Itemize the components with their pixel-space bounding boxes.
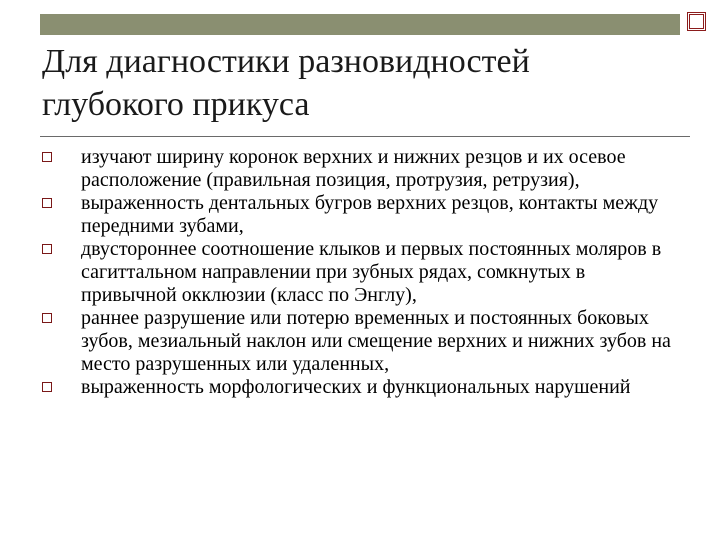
slide-title: Для диагностики разновидностей глубокого прикуса	[42, 43, 530, 123]
top-decorative-bar	[40, 14, 680, 35]
bullet-list	[42, 146, 682, 399]
bullet-item	[42, 307, 682, 376]
bullet-text: изучают ширину коронок верхних и нижних резцов и их осевое расположение (правильная позиция, протрузия, ретрузия),	[81, 146, 626, 191]
bullet-text: выраженность морфологических и функциональных нарушений	[81, 376, 631, 398]
title-divider	[40, 136, 690, 137]
bullet-text: выраженность дентальных бугров верхних резцов, контакты между передними зубами,	[81, 192, 659, 237]
corner-square-inner-icon	[689, 14, 704, 29]
square-bullet-icon	[42, 198, 52, 208]
bullet-text: двустороннее соотношение клыков и первых постоянных моляров в сагиттальном направлении при зубных рядах, сомкнутых в привычной окклюзии (класс по Энглу),	[81, 238, 662, 306]
square-bullet-icon	[42, 382, 52, 392]
bullet-item	[42, 192, 682, 238]
square-bullet-icon	[42, 313, 52, 323]
square-bullet-icon	[42, 152, 52, 162]
square-bullet-icon	[42, 244, 52, 254]
bullet-item	[42, 376, 682, 399]
bullet-item	[42, 238, 682, 307]
bullet-item	[42, 146, 682, 192]
bullet-text: раннее разрушение или потерю временных и постоянных боковых зубов, мезиальный наклон или смещение верхних и нижних зубов на место разрушенных или удаленных,	[81, 307, 671, 375]
